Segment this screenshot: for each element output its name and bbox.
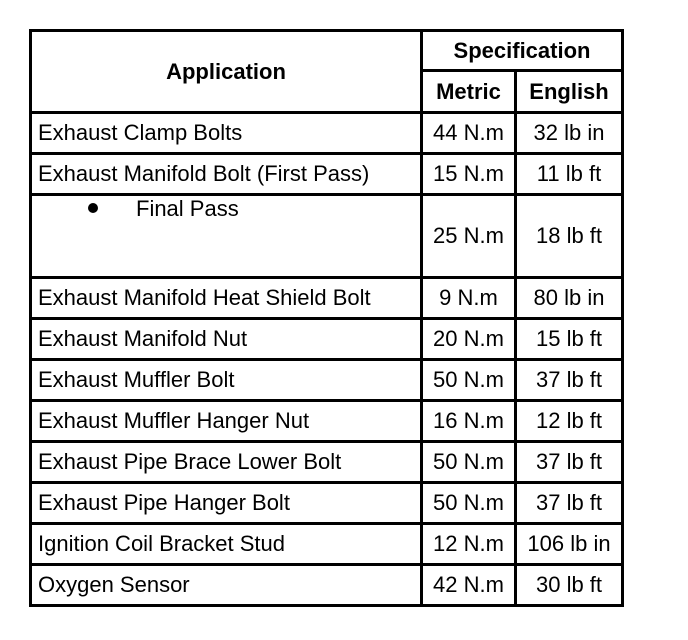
table-row [31,278,623,319]
application-cell: Exhaust Pipe Brace Lower Bolt [31,442,422,483]
torque-spec-table [29,29,624,607]
application-cell: Exhaust Manifold Nut [31,319,422,360]
english-cell: 106 lb in [516,524,623,565]
bullet-icon [88,203,98,213]
metric-cell: 12 N.m [422,524,516,565]
english-cell: 37 lb ft [516,442,623,483]
application-cell: Oxygen Sensor [31,565,422,606]
header-english: English [516,71,623,113]
header-metric: Metric [422,71,516,113]
application-cell: Ignition Coil Bracket Stud [31,524,422,565]
english-cell: 30 lb ft [516,565,623,606]
english-cell: 18 lb ft [516,195,623,278]
metric-cell: 42 N.m [422,565,516,606]
table-row [31,565,623,606]
metric-cell: 9 N.m [422,278,516,319]
application-cell [31,195,422,278]
application-cell: Exhaust Manifold Bolt (First Pass) [31,154,422,195]
table-row [31,154,623,195]
english-cell: 11 lb ft [516,154,623,195]
english-cell: 32 lb in [516,113,623,154]
table-row [31,113,623,154]
table-row [31,442,623,483]
metric-cell: 16 N.m [422,401,516,442]
table-row [31,360,623,401]
header-specification: Specification [422,31,623,71]
metric-cell: 20 N.m [422,319,516,360]
english-cell: 80 lb in [516,278,623,319]
english-cell: 15 lb ft [516,319,623,360]
metric-cell: 50 N.m [422,483,516,524]
metric-cell: 15 N.m [422,154,516,195]
english-cell: 12 lb ft [516,401,623,442]
table-row [31,483,623,524]
metric-cell: 44 N.m [422,113,516,154]
english-cell: 37 lb ft [516,360,623,401]
english-cell: 37 lb ft [516,483,623,524]
metric-cell: 50 N.m [422,442,516,483]
metric-cell: 50 N.m [422,360,516,401]
table-row [31,524,623,565]
table-row [31,195,623,278]
application-cell: Exhaust Muffler Hanger Nut [31,401,422,442]
application-cell: Exhaust Muffler Bolt [31,360,422,401]
application-label: Final Pass [136,196,239,221]
application-cell: Exhaust Clamp Bolts [31,113,422,154]
table-row [31,401,623,442]
application-cell: Exhaust Pipe Hanger Bolt [31,483,422,524]
header-application: Application [31,31,422,113]
metric-cell: 25 N.m [422,195,516,278]
application-cell: Exhaust Manifold Heat Shield Bolt [31,278,422,319]
table-row [31,319,623,360]
